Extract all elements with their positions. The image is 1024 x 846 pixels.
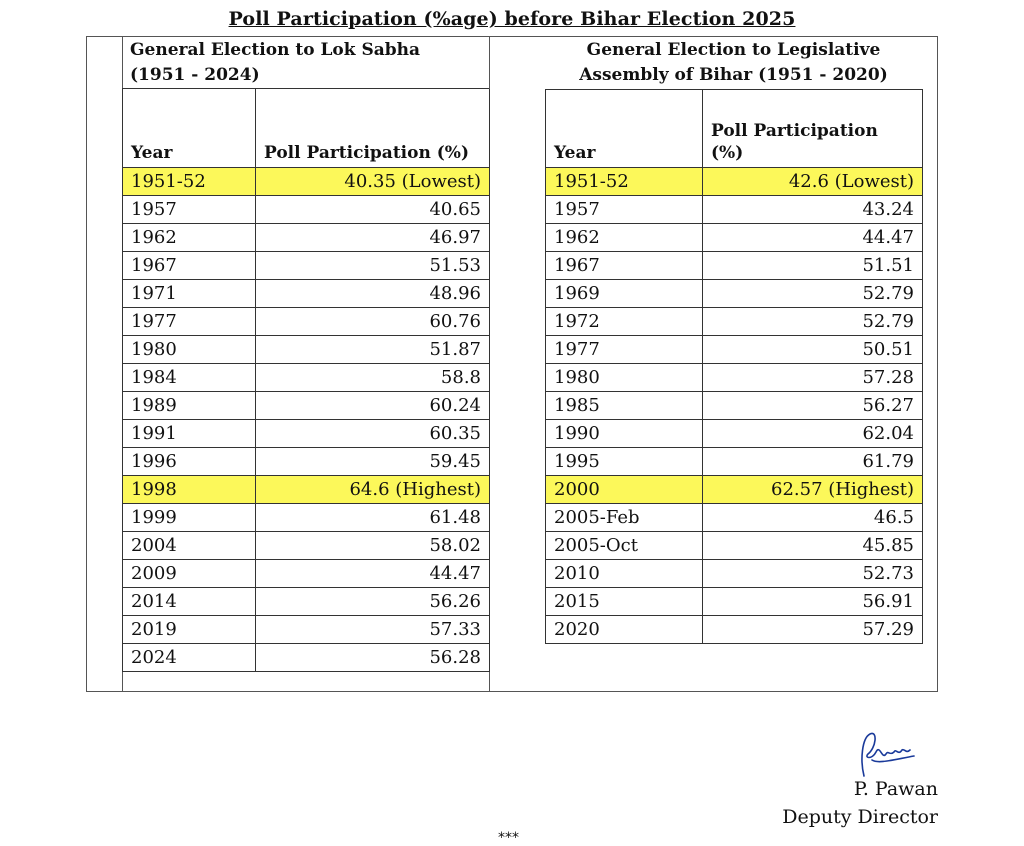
- year-cell: 1980: [546, 364, 703, 392]
- table-row: [123, 307, 490, 335]
- year-cell: 1984: [123, 363, 256, 391]
- poll-value-cell: 61.79: [703, 448, 923, 476]
- value-header: Poll Participation (%): [256, 89, 490, 167]
- poll-value-cell: 57.28: [703, 364, 923, 392]
- year-cell: 2004: [123, 531, 256, 559]
- table-row: [123, 363, 490, 391]
- poll-value-cell: 48.96: [256, 279, 490, 307]
- poll-value-cell: 60.24: [256, 391, 490, 419]
- table-row: [123, 615, 490, 643]
- poll-value-cell: 51.87: [256, 335, 490, 363]
- signatory-name: P. Pawan: [853, 778, 938, 800]
- table-row: [546, 224, 923, 252]
- year-cell: 1989: [123, 391, 256, 419]
- bihar-assembly-panel: [545, 36, 922, 644]
- table-row: [123, 587, 490, 615]
- table-row: [546, 616, 923, 644]
- poll-value-cell: 60.35: [256, 419, 490, 447]
- table-row: [123, 559, 490, 587]
- poll-value-cell: 62.57 (Highest): [703, 476, 923, 504]
- table-row: [123, 195, 490, 223]
- poll-value-cell: 40.65: [256, 195, 490, 223]
- year-cell: 1972: [546, 308, 703, 336]
- year-cell: 2024: [123, 643, 256, 671]
- poll-value-cell: 50.51: [703, 336, 923, 364]
- table-row: [123, 419, 490, 447]
- poll-value-cell: 62.04: [703, 420, 923, 448]
- year-cell: 1998: [123, 475, 256, 503]
- table-row: [546, 196, 923, 224]
- year-cell: 2005-Feb: [546, 504, 703, 532]
- year-cell: 1951-52: [546, 168, 703, 196]
- poll-value-cell: 46.5: [703, 504, 923, 532]
- poll-value-cell: 44.47: [703, 224, 923, 252]
- poll-value-cell: 52.73: [703, 560, 923, 588]
- year-header: Year: [546, 90, 703, 168]
- signatory-designation: Deputy Director: [782, 806, 938, 828]
- poll-value-cell: 56.26: [256, 587, 490, 615]
- year-cell: 1969: [546, 280, 703, 308]
- poll-value-cell: 60.76: [256, 307, 490, 335]
- poll-value-cell: 44.47: [256, 559, 490, 587]
- year-cell: 2000: [546, 476, 703, 504]
- document-title: Poll Participation (%age) before Bihar Election 2025: [228, 8, 796, 30]
- year-cell: 1957: [546, 196, 703, 224]
- poll-value-cell: 57.33: [256, 615, 490, 643]
- poll-value-cell: 40.35 (Lowest): [256, 167, 490, 195]
- poll-value-cell: 42.6 (Lowest): [703, 168, 923, 196]
- table-row: [546, 252, 923, 280]
- table-row: [546, 532, 923, 560]
- poll-value-cell: 56.27: [703, 392, 923, 420]
- year-cell: 1996: [123, 447, 256, 475]
- year-cell: 1995: [546, 448, 703, 476]
- year-cell: 1967: [123, 251, 256, 279]
- table-row: [123, 223, 490, 251]
- table-row: [546, 364, 923, 392]
- poll-value-cell: 46.97: [256, 223, 490, 251]
- year-cell: 1977: [546, 336, 703, 364]
- year-cell: 1962: [546, 224, 703, 252]
- year-cell: 1971: [123, 279, 256, 307]
- table-header-row: [123, 89, 490, 167]
- signature-image: [852, 730, 922, 780]
- table-row: [123, 391, 490, 419]
- bihar-assembly-table: [545, 89, 923, 644]
- poll-value-cell: 56.91: [703, 588, 923, 616]
- year-cell: 1962: [123, 223, 256, 251]
- table-row: [123, 279, 490, 307]
- table-row: [546, 588, 923, 616]
- poll-value-cell: 52.79: [703, 308, 923, 336]
- table-row: [546, 476, 923, 504]
- table-row: [546, 448, 923, 476]
- year-cell: 2019: [123, 615, 256, 643]
- poll-value-cell: 43.24: [703, 196, 923, 224]
- table-row: [123, 531, 490, 559]
- table-row: [123, 503, 490, 531]
- year-cell: 1957: [123, 195, 256, 223]
- poll-value-cell: 58.8: [256, 363, 490, 391]
- poll-value-cell: 57.29: [703, 616, 923, 644]
- poll-value-cell: 64.6 (Highest): [256, 475, 490, 503]
- year-cell: 2010: [546, 560, 703, 588]
- value-header: Poll Participation (%): [703, 90, 923, 168]
- lok-sabha-panel: [122, 36, 489, 672]
- table-row: [123, 167, 490, 195]
- year-cell: 1951-52: [123, 167, 256, 195]
- table-row: [546, 504, 923, 532]
- lok-sabha-table: [122, 89, 490, 672]
- year-cell: 2005-Oct: [546, 532, 703, 560]
- year-cell: 1990: [546, 420, 703, 448]
- year-cell: 1967: [546, 252, 703, 280]
- table-row: [123, 335, 490, 363]
- table-row: [546, 420, 923, 448]
- year-cell: 2014: [123, 587, 256, 615]
- table-row: [123, 251, 490, 279]
- year-cell: 1977: [123, 307, 256, 335]
- table-row: [546, 280, 923, 308]
- table-row: [546, 168, 923, 196]
- footer-mark: ***: [498, 830, 519, 846]
- table-row: [123, 447, 490, 475]
- table-row: [546, 560, 923, 588]
- poll-value-cell: 51.53: [256, 251, 490, 279]
- table-row: [123, 475, 490, 503]
- year-cell: 1999: [123, 503, 256, 531]
- poll-value-cell: 52.79: [703, 280, 923, 308]
- year-cell: 2020: [546, 616, 703, 644]
- poll-value-cell: 51.51: [703, 252, 923, 280]
- table-row: [546, 308, 923, 336]
- table-row: [546, 336, 923, 364]
- year-cell: 1980: [123, 335, 256, 363]
- year-cell: 1985: [546, 392, 703, 420]
- poll-value-cell: 56.28: [256, 643, 490, 671]
- lok-sabha-heading: General Election to Lok Sabha (1951 - 2024): [122, 36, 489, 89]
- table-row: [546, 392, 923, 420]
- bihar-assembly-heading: General Election to Legislative Assembly of Bihar (1951 - 2020): [579, 40, 888, 85]
- poll-value-cell: 45.85: [703, 532, 923, 560]
- year-cell: 2015: [546, 588, 703, 616]
- year-cell: 2009: [123, 559, 256, 587]
- table-header-row: [546, 90, 923, 168]
- year-header: Year: [123, 89, 256, 167]
- table-row: [123, 643, 490, 671]
- poll-value-cell: 61.48: [256, 503, 490, 531]
- poll-value-cell: 59.45: [256, 447, 490, 475]
- year-cell: 1991: [123, 419, 256, 447]
- poll-value-cell: 58.02: [256, 531, 490, 559]
